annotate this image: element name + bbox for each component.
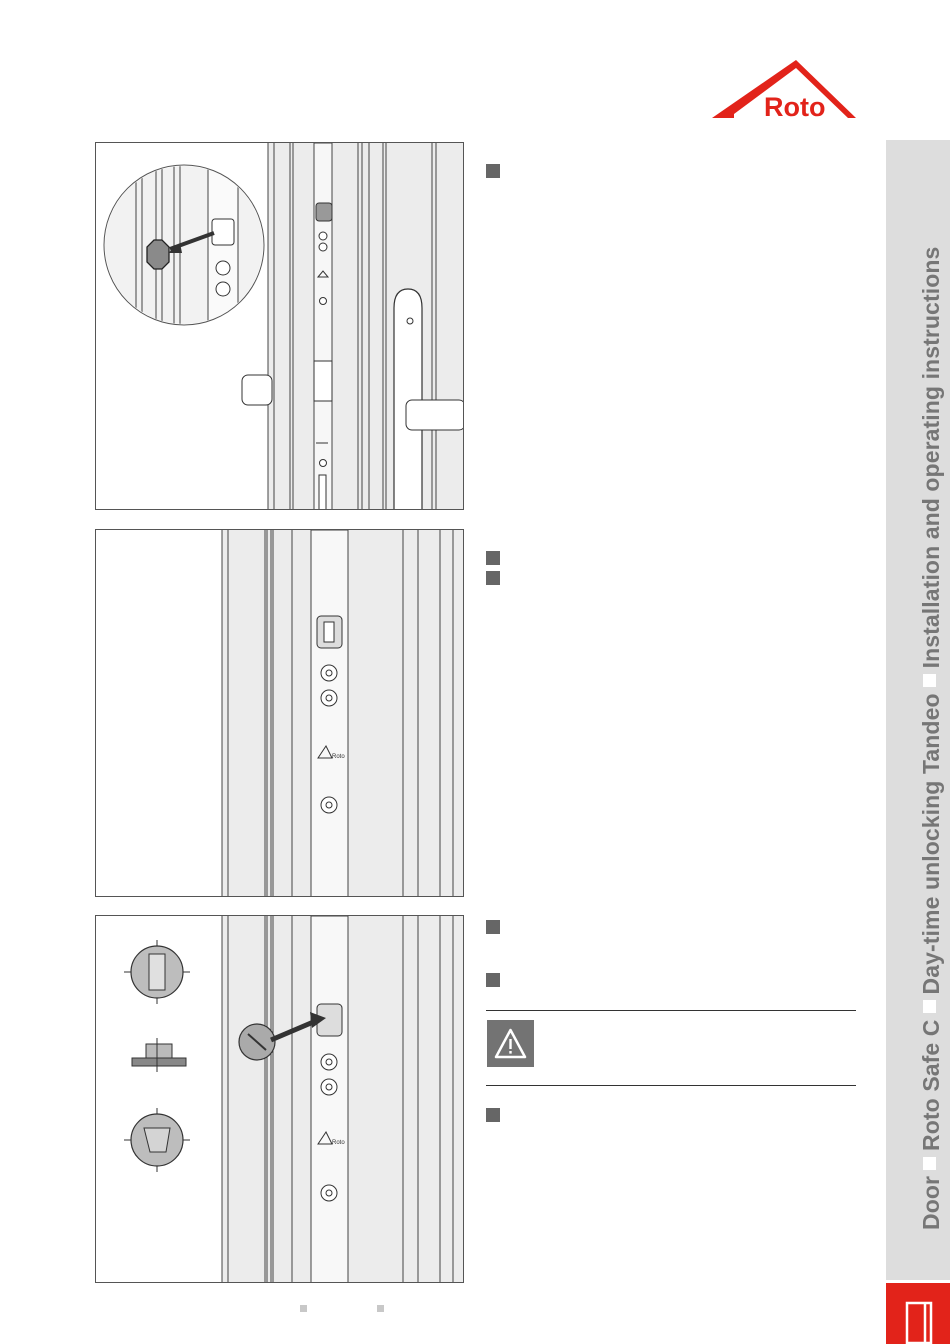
crumb-separator [923,674,936,687]
roto-logo [708,56,860,126]
figure-1 [95,142,464,510]
svg-text:Roto: Roto [332,1140,345,1146]
footer-marker [300,1305,307,1312]
sidebar-breadcrumb [918,247,945,1230]
crumb-separator [923,1000,936,1013]
crumb-separator [923,1157,936,1170]
bullet-marker [486,973,500,987]
door-icon [886,1283,950,1344]
crumb-function: Day-time unlocking Tandeo [918,693,944,995]
logo-wordmark: Roto [764,92,826,122]
crumb-door: Door [918,1175,944,1230]
insert-bottom-view [124,1108,190,1172]
warning-triangle-icon [487,1020,534,1067]
bullet-marker [486,571,500,585]
footer-marker [377,1305,384,1312]
bullet-marker [486,164,500,178]
bullet-marker [486,920,500,934]
crumb-document: Installation and operating instructions [918,246,944,669]
crumb-product: Roto Safe C [918,1019,944,1151]
warning-rule-top [486,1010,856,1011]
bullet-marker [486,551,500,565]
bullet-marker [486,1108,500,1122]
insert-top-view [124,940,190,1004]
door-tab [886,1283,950,1344]
figure-2 [95,529,464,897]
svg-text:Roto: Roto [332,754,345,760]
warning-rule-bottom [486,1085,856,1086]
insert-side-view [132,1038,186,1072]
figure-3 [95,915,464,1283]
